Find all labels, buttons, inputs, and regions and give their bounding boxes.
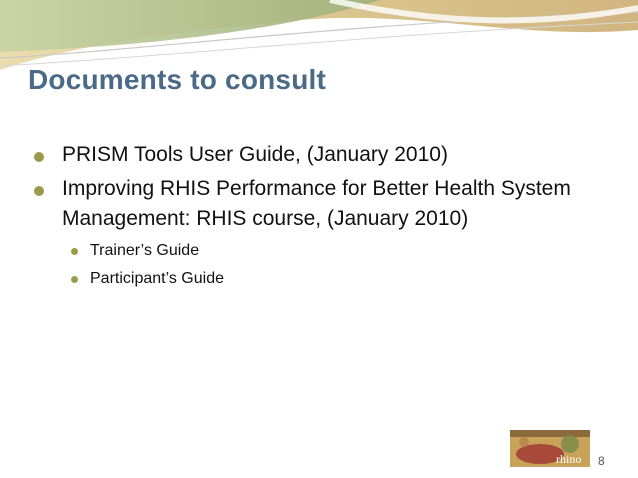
- rhino-logo: [510, 430, 590, 467]
- bullet-dot-icon: [34, 186, 44, 196]
- bullet-item: [30, 174, 590, 234]
- bullet-text: Improving RHIS Performance for Better Health System Management: RHIS course, (January 2010): [62, 177, 571, 230]
- sub-bullet-text: Trainer’s Guide: [90, 242, 200, 259]
- sub-bullet-item: [30, 268, 590, 290]
- bullet-list: [30, 140, 590, 296]
- bullet-text: PRISM Tools User Guide, (January 2010): [62, 143, 448, 166]
- bullet-dot-icon: [71, 276, 78, 283]
- logo-text: rhino: [556, 452, 582, 466]
- slide-title: Documents to consult: [28, 64, 327, 95]
- bullet-dot-icon: [34, 152, 44, 162]
- bullet-item: [30, 140, 590, 170]
- bullet-dot-icon: [71, 248, 78, 255]
- sub-bullet-item: [30, 240, 590, 262]
- sub-bullet-text: Participant’s Guide: [90, 270, 224, 287]
- page-number: 8: [598, 454, 605, 468]
